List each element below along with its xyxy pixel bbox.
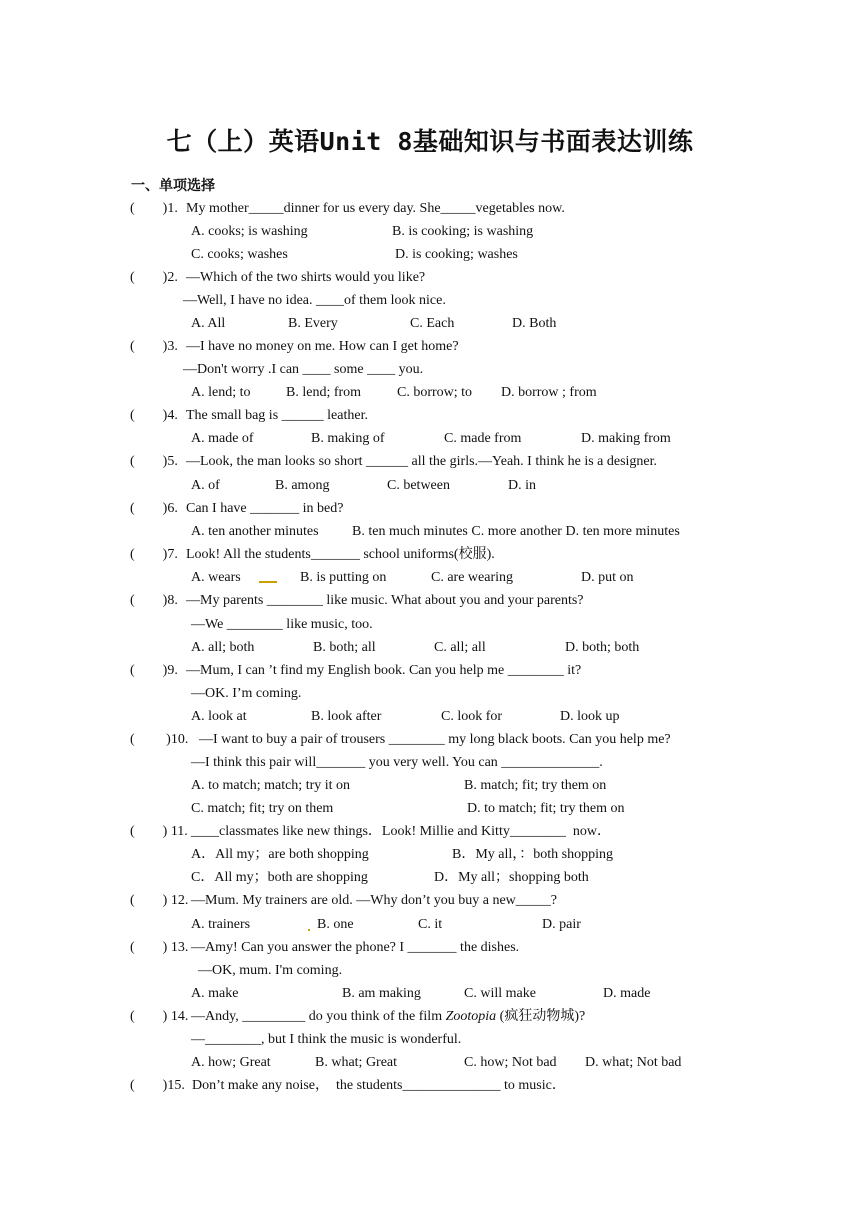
section-heading: 一、单项选择 xyxy=(131,178,215,194)
question-number: ( )15. xyxy=(130,1078,185,1093)
option-c: C. cooks; washes xyxy=(191,247,288,262)
film-title: Zootopia xyxy=(445,1009,497,1024)
question-stem: Can I have _______ in bed? xyxy=(186,501,344,516)
option-c: C. are wearing xyxy=(431,570,514,585)
option-b: B．My all，：both shopping xyxy=(452,847,614,862)
question-number: ( ) 14. xyxy=(130,1009,189,1024)
option-c: C. Each xyxy=(410,316,455,331)
option-a: A. of xyxy=(191,478,220,493)
question-stem-line2: —I think this pair will_______ you very well. You can ______________. xyxy=(191,755,603,770)
question-stem: The small bag is ______ leather. xyxy=(186,408,368,423)
option-b: B. Every xyxy=(288,316,338,331)
question-number: ( )5. xyxy=(130,454,178,469)
question-stem: Don’t make any noise， the students______________ to music． xyxy=(192,1078,566,1093)
option-a: A. to match; match; try it on xyxy=(191,778,351,793)
highlight-mark xyxy=(308,929,310,931)
question-number: ( )1. xyxy=(130,201,178,216)
option-a: A．All my；are both shopping xyxy=(191,847,369,862)
question-stem: —Amy! Can you answer the phone? I _______ the dishes. xyxy=(191,940,520,955)
question-stem: —My parents ________ like music. What about you and your parents? xyxy=(186,593,584,608)
question-stem xyxy=(191,1008,585,1026)
question-number: ( )6. xyxy=(130,501,178,516)
option-b: B. am making xyxy=(342,986,421,1001)
question-stem: —Mum. My trainers are old. —Why don’t you buy a new_____? xyxy=(191,893,558,908)
highlight-mark xyxy=(259,581,277,583)
option-a: A. make xyxy=(191,986,239,1001)
question-stem-line2: —We ________ like music, too. xyxy=(191,617,373,632)
question-stem-post: (疯狂动物城)? xyxy=(496,1009,586,1024)
question-number: ( ) 11. xyxy=(130,824,188,839)
option-d: D. both; both xyxy=(565,640,640,655)
option-c: C. look for xyxy=(441,709,503,724)
question-stem-line2: —OK, mum. I'm coming. xyxy=(198,963,343,978)
option-a: A. ten another minutes xyxy=(191,524,319,539)
option-b: B. lend; from xyxy=(286,385,362,400)
option-d: D. put on xyxy=(581,570,634,585)
option-d: D. in xyxy=(508,478,536,493)
option-d: D. look up xyxy=(560,709,620,724)
option-c: C. match; fit; try on them xyxy=(191,801,334,816)
option-d: D. made xyxy=(603,986,651,1001)
option-c: C．All my；both are shopping xyxy=(191,870,368,885)
option-b: B. look after xyxy=(311,709,382,724)
question-number: ( )8. xyxy=(130,593,178,608)
option-a: A. lend; to xyxy=(191,385,251,400)
question-stem: —Which of the two shirts would you like? xyxy=(186,270,426,285)
option-b: B. match; fit; try them on xyxy=(464,778,607,793)
question-number: ( )7. xyxy=(130,547,178,562)
option-b: B. among xyxy=(275,478,330,493)
option-a: A. look at xyxy=(191,709,247,724)
question-stem-line2: —________, but I think the music is wonderful. xyxy=(191,1032,462,1047)
option-a: A. all; both xyxy=(191,640,255,655)
option-c: C. made from xyxy=(444,431,522,446)
question-stem: ____classmates like new things．Look! Millie and Kitty________ now． xyxy=(191,824,611,839)
option-a: A. made of xyxy=(191,431,254,446)
option-c: C. all; all xyxy=(434,640,486,655)
question-stem: —I want to buy a pair of trousers ________ my long black boots. Can you help me? xyxy=(199,732,671,747)
option-bcd: B. ten much minutes C. more another D. ten more minutes xyxy=(352,524,680,539)
question-number: ( )2. xyxy=(130,270,178,285)
question-number: ( )10. xyxy=(130,732,189,747)
question-number: ( ) 13. xyxy=(130,940,189,955)
question-stem: My mother_____dinner for us every day. She_____vegetables now. xyxy=(186,201,565,216)
option-d: D. what; Not bad xyxy=(585,1055,682,1070)
page-title: 七（上）英语Unit 8基础知识与书面表达训练 xyxy=(166,127,694,156)
option-c: C. between xyxy=(387,478,450,493)
option-d: D. is cooking; washes xyxy=(395,247,518,262)
option-c: C. it xyxy=(418,917,443,932)
question-number: ( ) 12. xyxy=(130,893,189,908)
option-a: A. how; Great xyxy=(191,1055,271,1070)
question-number: ( )9. xyxy=(130,663,178,678)
question-stem: —Look, the man looks so short ______ all the girls.—Yeah. I think he is a designer. xyxy=(186,454,658,469)
option-b: B. both; all xyxy=(313,640,376,655)
option-b: B. one xyxy=(317,917,354,932)
option-b: B. what; Great xyxy=(315,1055,398,1070)
option-d: D. making from xyxy=(581,431,671,446)
option-c: C. how; Not bad xyxy=(464,1055,557,1070)
option-b: B. is cooking; is washing xyxy=(392,224,534,239)
option-d: D．My all；shopping both xyxy=(434,870,589,885)
option-a: A. trainers xyxy=(191,917,251,932)
option-a: A. All xyxy=(191,316,226,331)
question-number: ( )3. xyxy=(130,339,178,354)
question-number: ( )4. xyxy=(130,408,178,423)
option-d: D. to match; fit; try them on xyxy=(467,801,625,816)
question-stem-pre: —Andy, _________ do you think of the film xyxy=(191,1009,446,1024)
question-stem-line2: —OK. I’m coming. xyxy=(191,686,302,701)
option-b: B. is putting on xyxy=(300,570,387,585)
option-a: A. wears xyxy=(191,570,241,585)
question-stem-line2: —Well, I have no idea. ____of them look nice. xyxy=(183,293,446,308)
option-b: B. making of xyxy=(311,431,385,446)
question-stem: Look! All the students_______ school uniforms(校服). xyxy=(186,547,495,562)
option-d: D. borrow ; from xyxy=(501,385,597,400)
option-c: C. borrow; to xyxy=(397,385,473,400)
option-d: D. Both xyxy=(512,316,557,331)
option-c: C. will make xyxy=(464,986,536,1001)
question-stem-line2: —Don't worry .I can ____ some ____ you. xyxy=(183,362,424,377)
question-stem: —I have no money on me. How can I get home? xyxy=(186,339,459,354)
question-stem: —Mum, I can ’t find my English book. Can you help me ________ it? xyxy=(186,663,582,678)
option-d: D. pair xyxy=(542,917,581,932)
option-a: A. cooks; is washing xyxy=(191,224,308,239)
